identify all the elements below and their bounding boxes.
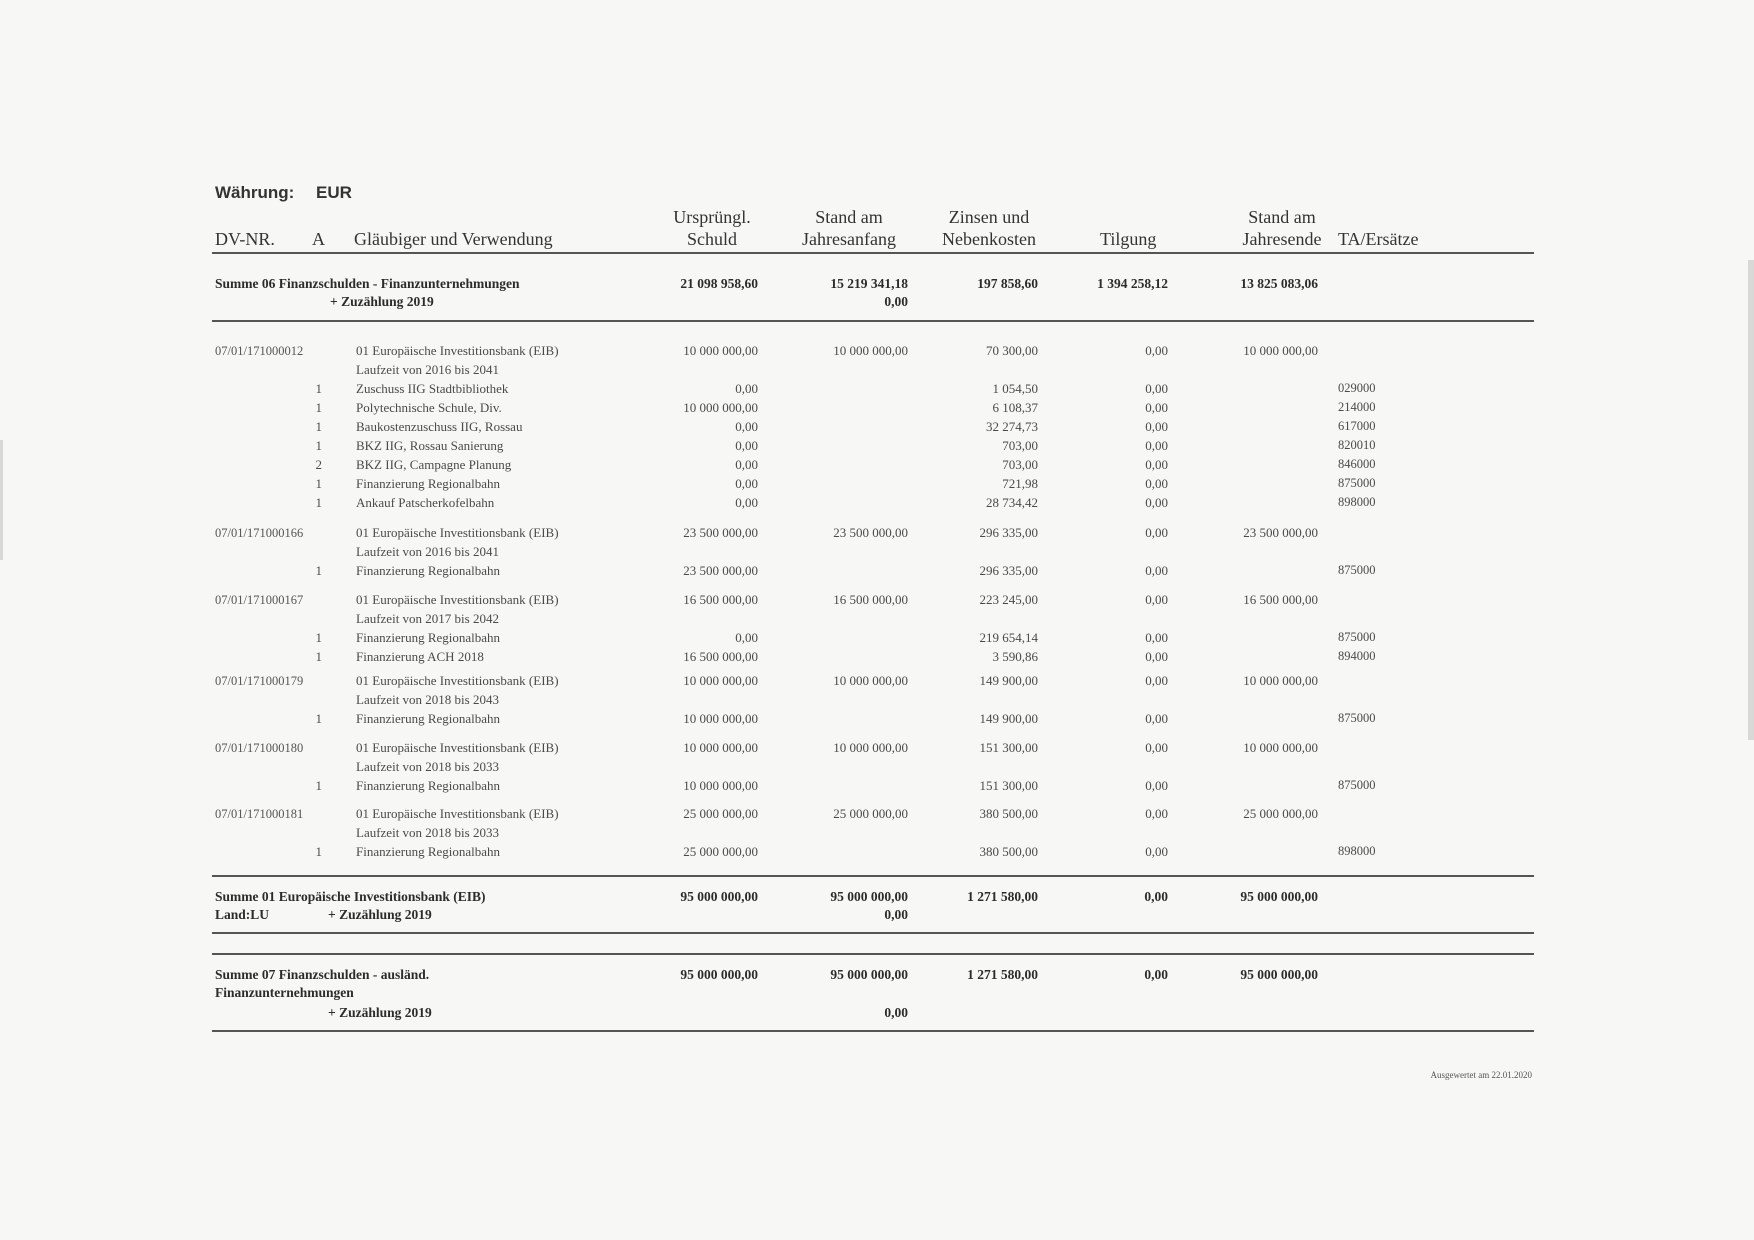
usage-tilgung: 0,00 — [1145, 711, 1168, 726]
usage-zinsen: 151 300,00 — [979, 778, 1038, 793]
usage-seq: 1 — [315, 419, 322, 434]
header-stand-ende-line2: Jahresende — [1242, 229, 1322, 249]
loan-term: Laufzeit von 2018 bis 2033 — [356, 759, 499, 774]
usage-ursprungl: 23 500 000,00 — [683, 563, 758, 578]
usage-text: Finanzierung ACH 2018 — [356, 649, 484, 664]
loan-stand-anfang: 10 000 000,00 — [833, 740, 908, 755]
usage-seq: 1 — [315, 438, 322, 453]
usage-zinsen: 6 108,37 — [992, 400, 1038, 415]
loan-stand-ende: 16 500 000,00 — [1243, 592, 1318, 607]
header-stand-anfang-line1: Stand am — [815, 207, 883, 227]
loan-tilgung: 0,00 — [1145, 592, 1168, 607]
usage-tilgung: 0,00 — [1145, 419, 1168, 434]
usage-text: Finanzierung Regionalbahn — [356, 630, 501, 645]
currency-value: EUR — [316, 183, 352, 202]
usage-ursprungl: 0,00 — [735, 457, 758, 472]
summary-07-rule — [212, 1030, 1534, 1032]
usage-ta-code: 875000 — [1338, 476, 1376, 490]
summary-07-zuzaehlung: 0,00 — [884, 1005, 908, 1020]
loan-tilgung: 0,00 — [1145, 343, 1168, 358]
header-stand-ende-line1: Stand am — [1248, 207, 1316, 227]
usage-ta-code: 875000 — [1338, 630, 1376, 644]
header-stand-anfang-line2: Jahresanfang — [802, 229, 896, 249]
usage-seq: 2 — [315, 457, 322, 472]
header-tilgung: Tilgung — [1100, 229, 1157, 249]
summary-07-label: Summe 07 Finanzschulden - ausländ. — [215, 967, 430, 982]
usage-tilgung: 0,00 — [1145, 457, 1168, 472]
usage-ursprungl: 10 000 000,00 — [683, 400, 758, 415]
usage-zinsen: 721,98 — [1002, 476, 1038, 491]
usage-zinsen: 28 734,42 — [986, 495, 1038, 510]
summary-06-label: Summe 06 Finanzschulden - Finanzunternehmungen — [215, 276, 520, 291]
usage-ta-code: 029000 — [1338, 381, 1376, 395]
header-ursprungl-line1: Ursprüngl. — [673, 207, 751, 227]
loan-tilgung: 0,00 — [1145, 806, 1168, 821]
usage-text: Ankauf Patscherkofelbahn — [356, 495, 495, 510]
loan-dv-number: 07/01/171000012 — [215, 344, 304, 358]
summary-01-label: Summe 01 Europäische Investitionsbank (EIB) — [215, 889, 486, 904]
groups-end-rule — [212, 875, 1534, 877]
loan-stand-ende: 25 000 000,00 — [1243, 806, 1318, 821]
loan-dv-number: 07/01/171000167 — [215, 593, 304, 607]
summary-06-ursprungl: 21 098 958,60 — [680, 276, 758, 291]
usage-ursprungl: 0,00 — [735, 495, 758, 510]
summary-07-zinsen: 1 271 580,00 — [967, 967, 1038, 982]
header-stand-anfang — [787, 206, 911, 250]
loan-term: Laufzeit von 2016 bis 2041 — [356, 544, 499, 559]
currency-label: Währung: — [215, 183, 295, 202]
usage-text: Polytechnische Schule, Div. — [356, 400, 502, 415]
loan-creditor: 01 Europäische Investitionsbank (EIB) — [356, 673, 559, 688]
loan-creditor: 01 Europäische Investitionsbank (EIB) — [356, 525, 559, 540]
usage-tilgung: 0,00 — [1145, 476, 1168, 491]
summary-07-stand-ende: 95 000 000,00 — [1240, 967, 1318, 982]
loan-dv-number: 07/01/171000181 — [215, 807, 304, 821]
loan-creditor: 01 Europäische Investitionsbank (EIB) — [356, 740, 559, 755]
summary-07-label-3: + Zuzählung 2019 — [328, 1005, 432, 1020]
scan-edge-left — [0, 440, 3, 560]
usage-zinsen: 219 654,14 — [979, 630, 1038, 645]
usage-ta-code: 898000 — [1338, 495, 1376, 509]
loan-dv-number: 07/01/171000166 — [215, 526, 304, 540]
loan-ursprungl: 10 000 000,00 — [683, 740, 758, 755]
usage-ta-code: 898000 — [1338, 844, 1376, 858]
loan-ursprungl: 16 500 000,00 — [683, 592, 758, 607]
loan-term: Laufzeit von 2016 bis 2041 — [356, 362, 499, 377]
usage-ursprungl: 0,00 — [735, 419, 758, 434]
usage-tilgung: 0,00 — [1145, 649, 1168, 664]
usage-seq: 1 — [315, 630, 322, 645]
header-a: A — [312, 229, 325, 249]
usage-tilgung: 0,00 — [1145, 778, 1168, 793]
usage-ursprungl: 10 000 000,00 — [683, 711, 758, 726]
loan-tilgung: 0,00 — [1145, 740, 1168, 755]
usage-tilgung: 0,00 — [1145, 438, 1168, 453]
header-rule — [212, 252, 1534, 254]
usage-tilgung: 0,00 — [1145, 381, 1168, 396]
usage-text: Baukostenzuschuss IIG, Rossau — [356, 419, 523, 434]
usage-zinsen: 149 900,00 — [979, 711, 1038, 726]
loan-tilgung: 0,00 — [1145, 673, 1168, 688]
usage-ursprungl: 0,00 — [735, 438, 758, 453]
usage-tilgung: 0,00 — [1145, 400, 1168, 415]
summary-06-zuzaehlung: 0,00 — [884, 294, 908, 309]
usage-zinsen: 296 335,00 — [979, 563, 1038, 578]
loan-zinsen: 223 245,00 — [979, 592, 1038, 607]
loan-zinsen: 296 335,00 — [979, 525, 1038, 540]
loan-ursprungl: 10 000 000,00 — [683, 673, 758, 688]
loan-stand-anfang: 10 000 000,00 — [833, 673, 908, 688]
usage-seq: 1 — [315, 778, 322, 793]
header-zinsen-line2: Nebenkosten — [942, 229, 1036, 249]
header-ursprungl — [652, 206, 772, 250]
loan-ursprungl: 25 000 000,00 — [683, 806, 758, 821]
usage-ursprungl: 16 500 000,00 — [683, 649, 758, 664]
loan-term: Laufzeit von 2017 bis 2042 — [356, 611, 499, 626]
usage-tilgung: 0,00 — [1145, 630, 1168, 645]
loan-stand-anfang: 25 000 000,00 — [833, 806, 908, 821]
usage-seq: 1 — [315, 495, 322, 510]
summary-07-ursprungl: 95 000 000,00 — [680, 967, 758, 982]
summary-01-tilgung: 0,00 — [1144, 889, 1168, 904]
usage-zinsen: 32 274,73 — [986, 419, 1038, 434]
usage-seq: 1 — [315, 649, 322, 664]
usage-ta-code: 875000 — [1338, 563, 1376, 577]
usage-text: Finanzierung Regionalbahn — [356, 711, 501, 726]
loan-stand-ende: 10 000 000,00 — [1243, 673, 1318, 688]
scan-edge-right — [1748, 260, 1754, 740]
loan-term: Laufzeit von 2018 bis 2043 — [356, 692, 499, 707]
header-stand-ende — [1222, 206, 1342, 250]
summary-06-zinsen: 197 858,60 — [977, 276, 1038, 291]
usage-seq: 1 — [315, 563, 322, 578]
loan-stand-ende: 10 000 000,00 — [1243, 343, 1318, 358]
summary-01-land: Land:LU — [215, 907, 270, 922]
summary-01-ursprungl: 95 000 000,00 — [680, 889, 758, 904]
usage-text: Finanzierung Regionalbahn — [356, 778, 501, 793]
summary-06-rule — [212, 320, 1534, 322]
usage-zinsen: 703,00 — [1002, 457, 1038, 472]
usage-seq: 1 — [315, 381, 322, 396]
summary-07-stand-anfang: 95 000 000,00 — [830, 967, 908, 982]
loan-stand-anfang: 23 500 000,00 — [833, 525, 908, 540]
header-dv-nr: DV-NR. — [215, 229, 275, 249]
header-zinsen-line1: Zinsen und — [948, 207, 1030, 227]
header-glaeubiger: Gläubiger und Verwendung — [354, 229, 553, 249]
usage-zinsen: 1 054,50 — [992, 381, 1038, 396]
loan-stand-ende: 10 000 000,00 — [1243, 740, 1318, 755]
usage-text: Finanzierung Regionalbahn — [356, 563, 501, 578]
loan-stand-ende: 23 500 000,00 — [1243, 525, 1318, 540]
summary-01-label-2: + Zuzählung 2019 — [328, 907, 432, 922]
usage-tilgung: 0,00 — [1145, 563, 1168, 578]
usage-text: Zuschuss IIG Stadtbibliothek — [356, 381, 509, 396]
header-ta: TA/Ersätze — [1338, 229, 1419, 249]
usage-seq: 1 — [315, 711, 322, 726]
usage-ursprungl: 10 000 000,00 — [683, 778, 758, 793]
footer-evaluated-date: Ausgewertet am 22.01.2020 — [1430, 1070, 1532, 1080]
usage-ta-code: 875000 — [1338, 711, 1376, 725]
header-ursprungl-line2: Schuld — [686, 229, 737, 249]
usage-text: Finanzierung Regionalbahn — [356, 844, 501, 859]
usage-zinsen: 703,00 — [1002, 438, 1038, 453]
loan-stand-anfang: 10 000 000,00 — [833, 343, 908, 358]
usage-text: BKZ IIG, Campagne Planung — [356, 457, 512, 472]
usage-ta-code: 894000 — [1338, 649, 1376, 663]
summary-07-label-2: Finanzunternehmungen — [215, 985, 354, 1000]
usage-ursprungl: 0,00 — [735, 630, 758, 645]
usage-text: Finanzierung Regionalbahn — [356, 476, 501, 491]
loan-zinsen: 151 300,00 — [979, 740, 1038, 755]
loan-tilgung: 0,00 — [1145, 525, 1168, 540]
usage-zinsen: 3 590,86 — [992, 649, 1038, 664]
usage-seq: 1 — [315, 400, 322, 415]
usage-ursprungl: 0,00 — [735, 381, 758, 396]
summary-01-rule-2 — [212, 953, 1534, 955]
usage-ta-code: 846000 — [1338, 457, 1376, 471]
summary-01-stand-anfang: 95 000 000,00 — [830, 889, 908, 904]
usage-zinsen: 380 500,00 — [979, 844, 1038, 859]
usage-text: BKZ IIG, Rossau Sanierung — [356, 438, 504, 453]
loan-creditor: 01 Europäische Investitionsbank (EIB) — [356, 806, 559, 821]
loan-stand-anfang: 16 500 000,00 — [833, 592, 908, 607]
summary-06-label-2: + Zuzählung 2019 — [330, 294, 434, 309]
summary-06-stand-anfang: 15 219 341,18 — [830, 276, 908, 291]
summary-01-zinsen: 1 271 580,00 — [967, 889, 1038, 904]
loan-dv-number: 07/01/171000179 — [215, 674, 304, 688]
usage-tilgung: 0,00 — [1145, 844, 1168, 859]
usage-tilgung: 0,00 — [1145, 495, 1168, 510]
summary-01-rule — [212, 932, 1534, 934]
usage-ursprungl: 25 000 000,00 — [683, 844, 758, 859]
loan-creditor: 01 Europäische Investitionsbank (EIB) — [356, 343, 559, 358]
usage-seq: 1 — [315, 476, 322, 491]
summary-07-tilgung: 0,00 — [1144, 967, 1168, 982]
usage-ursprungl: 0,00 — [735, 476, 758, 491]
usage-ta-code: 875000 — [1338, 778, 1376, 792]
summary-06-stand-ende: 13 825 083,06 — [1240, 276, 1318, 291]
summary-06-tilgung: 1 394 258,12 — [1097, 276, 1168, 291]
loan-creditor: 01 Europäische Investitionsbank (EIB) — [356, 592, 559, 607]
loan-ursprungl: 23 500 000,00 — [683, 525, 758, 540]
loan-term: Laufzeit von 2018 bis 2033 — [356, 825, 499, 840]
loan-ursprungl: 10 000 000,00 — [683, 343, 758, 358]
usage-ta-code: 214000 — [1338, 400, 1376, 414]
summary-01-zuzaehlung: 0,00 — [884, 907, 908, 922]
loan-zinsen: 70 300,00 — [986, 343, 1038, 358]
header-zinsen — [924, 206, 1054, 250]
usage-seq: 1 — [315, 844, 322, 859]
loan-dv-number: 07/01/171000180 — [215, 741, 304, 755]
usage-ta-code: 820010 — [1338, 438, 1376, 452]
usage-ta-code: 617000 — [1338, 419, 1376, 433]
loan-zinsen: 380 500,00 — [979, 806, 1038, 821]
loan-zinsen: 149 900,00 — [979, 673, 1038, 688]
summary-01-stand-ende: 95 000 000,00 — [1240, 889, 1318, 904]
